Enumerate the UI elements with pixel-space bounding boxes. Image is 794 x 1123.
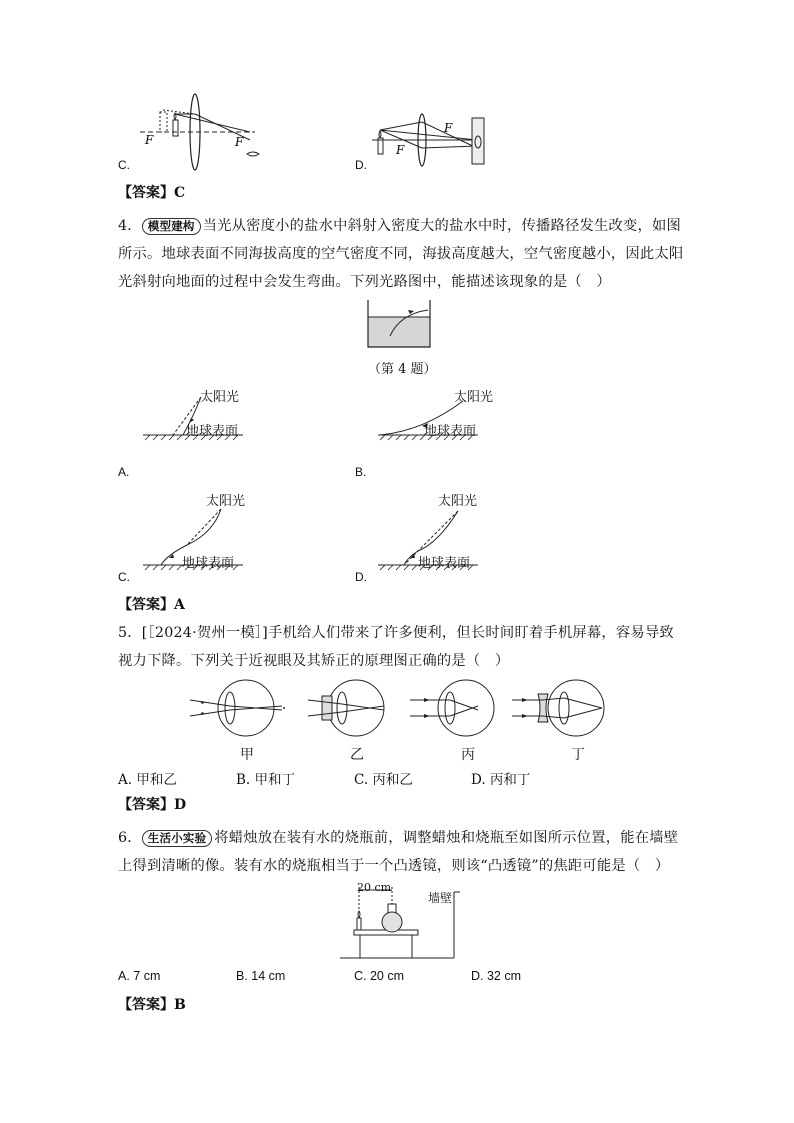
q4-option-d[interactable]: D.: [355, 570, 367, 584]
q5-option-c[interactable]: C. 丙和乙: [354, 772, 413, 788]
q4-option-a[interactable]: A.: [118, 465, 130, 479]
q3-answer: 【答案】C: [118, 185, 186, 201]
q5-stem-line1: [118, 619, 674, 647]
svg-text:F: F: [396, 143, 405, 157]
q6-answer: 【答案】B: [118, 997, 186, 1013]
q5-option-d[interactable]: D. 丙和丁: [471, 772, 531, 788]
q4-tag: 模型建构: [142, 218, 201, 235]
q5-eye-diagrams: [186, 676, 616, 740]
q4-c-sun-label: 太阳光: [206, 494, 246, 509]
q5-number: 5．: [118, 625, 142, 641]
q4-a-ground-label: 地球表面: [186, 424, 239, 439]
q6-tag: 生活小实验: [142, 830, 213, 847]
q5-label-yi: 乙: [350, 747, 364, 763]
q4-stem-line1: [118, 212, 681, 240]
q5-answer: 【答案】D: [118, 797, 187, 813]
q5-label-bing: 丙: [461, 747, 475, 763]
svg-text:F: F: [444, 121, 453, 135]
q4-figure-caption: （第 4 题）: [368, 362, 437, 377]
q5-label-jia: 甲: [240, 747, 254, 763]
q3-figure-d: [372, 108, 492, 168]
q6-number: 6．: [118, 830, 142, 846]
q6-stem-line1: [118, 824, 678, 852]
q3-figure-c: [135, 92, 265, 174]
q5-option-a[interactable]: A. 甲和乙: [118, 772, 177, 788]
q4-answer: 【答案】A: [118, 597, 185, 613]
q4-number: 4．: [118, 218, 142, 234]
q4-b-ground-label: 地球表面: [424, 424, 477, 439]
q6-option-b[interactable]: B. 14 cm: [236, 969, 286, 983]
q6-option-d[interactable]: D. 32 cm: [471, 969, 522, 983]
q6-option-c[interactable]: C. 20 cm: [354, 969, 405, 983]
q6-text-line1: 将蜡烛放在装有水的烧瓶前，调整蜡烛和烧瓶至如图所示位置，能在墙壁: [214, 830, 679, 846]
q5-option-b[interactable]: B. 甲和丁: [236, 772, 296, 788]
q4-text-line1: 当光从密度小的盐水中斜射入密度大的盐水中时，传播路径发生改变，如图: [202, 218, 682, 234]
q4-b-sun-label: 太阳光: [454, 390, 494, 405]
q4-option-c[interactable]: C.: [118, 570, 130, 584]
q5-text-line1: [［2024·贺州一模］]手机给人们带来了许多便利，但长时间盯着手机屏幕，容易导致: [141, 625, 674, 641]
q4-text-line3: 光斜射向地面的过程中会发生弯曲。下列光路图中，能描述该现象的是（ ）: [118, 274, 611, 290]
q4-c-ground-label: 地球表面: [182, 556, 235, 571]
svg-text:F: F: [235, 135, 244, 149]
q6-distance-label: 20 cm: [357, 881, 392, 894]
q5-label-ding: 丁: [571, 747, 585, 763]
q4-text-line2: 所示。地球表面不同海拔高度的空气密度不同，海拔高度越大，空气密度越小，因此太阳: [118, 246, 684, 262]
q5-text-line2: 视力下降。下列关于近视眼及其矫正的原理图正确的是（ ）: [118, 653, 510, 669]
q6-option-a[interactable]: A. 7 cm: [118, 969, 161, 983]
q4-d-ground-label: 地球表面: [418, 556, 471, 571]
q3-option-d-label[interactable]: D.: [355, 158, 367, 172]
q4-option-b[interactable]: B.: [355, 465, 367, 479]
q4-d-sun-label: 太阳光: [438, 494, 478, 509]
svg-text:F: F: [145, 133, 154, 147]
q6-text-line2: 上得到清晰的像。装有水的烧瓶相当于一个凸透镜，则该“凸透镜”的焦距可能是（ ）: [118, 858, 670, 874]
q3-option-c-label[interactable]: C.: [118, 158, 130, 172]
q4-a-sun-label: 太阳光: [200, 390, 240, 405]
q6-wall-label: 墙壁: [428, 891, 453, 905]
q4-beaker-figure: [360, 300, 440, 352]
